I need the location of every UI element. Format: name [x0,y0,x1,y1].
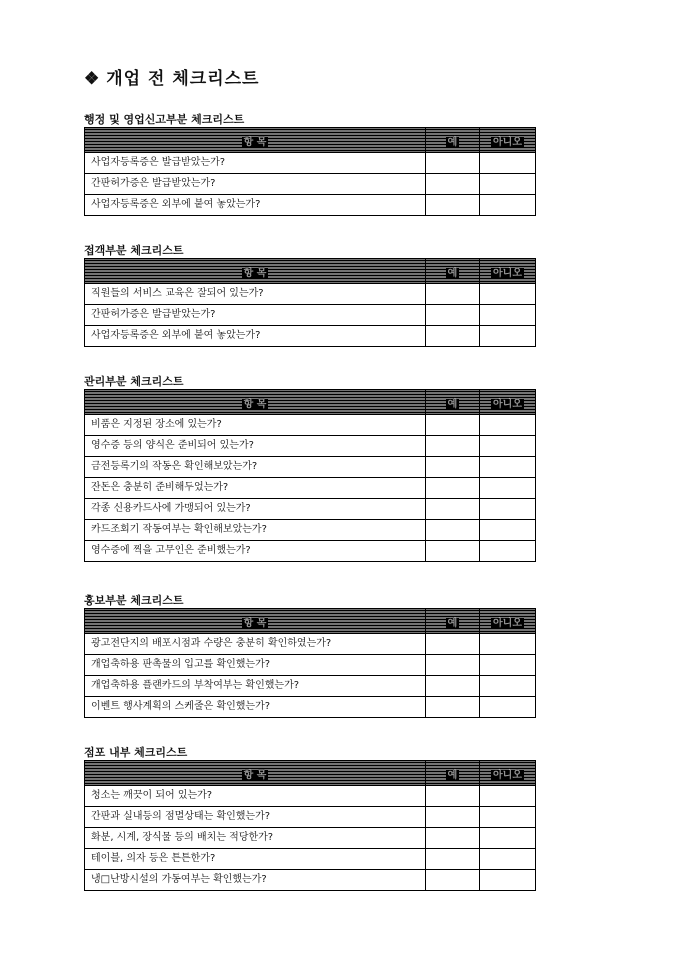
section-title: 접객부분 체크리스트 [84,244,184,257]
row-text: 테이블, 의자 등은 튼튼한가? [85,849,426,870]
yes-cell[interactable] [426,655,480,676]
no-cell[interactable] [480,326,536,347]
checklist-table [84,608,536,718]
no-cell[interactable] [480,174,536,195]
yes-cell[interactable] [426,436,480,457]
section-service [84,243,536,347]
table-row [85,828,536,849]
table-row [85,174,536,195]
row-text: 냉□난방시설의 가동여부는 확인했는가? [85,870,426,891]
table-header [85,761,536,786]
row-text: 사업자등록증은 외부에 붙여 놓았는가? [85,195,426,216]
row-text: 직원들의 서비스 교육은 잘되어 있는가? [85,284,426,305]
row-text: 금전등록기의 작동은 확인해보았는가? [85,457,426,478]
row-text: 개업축하용 플랜카드의 부착여부는 확인했는가? [85,676,426,697]
no-cell[interactable] [480,195,536,216]
table-row [85,849,536,870]
page-title-text: 개업 전 체크리스트 [106,69,260,89]
no-cell[interactable] [480,415,536,436]
yes-cell[interactable] [426,634,480,655]
row-text: 영수증에 찍을 고무인은 준비했는가? [85,541,426,562]
no-cell[interactable] [480,655,536,676]
table-row [85,520,536,541]
yes-cell[interactable] [426,457,480,478]
checklist-table [84,258,536,347]
table-row [85,153,536,174]
header-no: 아니오 [480,609,536,634]
row-text: 이벤트 행사계획의 스케줄은 확인했는가? [85,697,426,718]
table-header [85,128,536,153]
row-text: 각종 신용카드사에 가맹되어 있는가? [85,499,426,520]
section-management [84,374,536,562]
yes-cell[interactable] [426,174,480,195]
checklist-table [84,760,536,891]
section-title: 관리부분 체크리스트 [84,375,184,388]
section-title: 행정 및 영업신고부분 체크리스트 [84,113,245,126]
section-title: 홍보부분 체크리스트 [84,594,184,607]
no-cell[interactable] [480,499,536,520]
no-cell[interactable] [480,436,536,457]
table-row [85,305,536,326]
yes-cell[interactable] [426,520,480,541]
header-no: 아니오 [480,390,536,415]
table-row [85,436,536,457]
table-row [85,697,536,718]
header-no: 아니오 [480,128,536,153]
table-row [85,499,536,520]
row-text: 간판허가증은 발급받았는가? [85,174,426,195]
header-yes: 예 [426,259,480,284]
no-cell[interactable] [480,676,536,697]
yes-cell[interactable] [426,870,480,891]
row-text: 비품은 지정된 장소에 있는가? [85,415,426,436]
row-text: 카드조회기 작동여부는 확인해보았는가? [85,520,426,541]
table-row [85,195,536,216]
table-header [85,390,536,415]
table-row [85,478,536,499]
row-text: 사업자등록증은 외부에 붙여 놓았는가? [85,326,426,347]
header-item: 항 목 [85,761,426,786]
no-cell[interactable] [480,697,536,718]
no-cell[interactable] [480,786,536,807]
row-text: 사업자등록증은 발급받았는가? [85,153,426,174]
yes-cell[interactable] [426,786,480,807]
table-row [85,457,536,478]
row-text: 간판허가증은 발급받았는가? [85,305,426,326]
header-yes: 예 [426,761,480,786]
row-text: 청소는 깨끗이 되어 있는가? [85,786,426,807]
yes-cell[interactable] [426,326,480,347]
yes-cell[interactable] [426,807,480,828]
table-row [85,415,536,436]
table-row [85,786,536,807]
diamond-bullet-icon: ❖ [84,69,101,89]
table-header [85,259,536,284]
no-cell[interactable] [480,284,536,305]
yes-cell[interactable] [426,478,480,499]
row-text: 영수증 등의 양식은 준비되어 있는가? [85,436,426,457]
no-cell[interactable] [480,634,536,655]
page-title [84,64,259,89]
section-admin [84,112,536,216]
row-text: 화분, 시계, 장식물 등의 배치는 적당한가? [85,828,426,849]
yes-cell[interactable] [426,195,480,216]
header-yes: 예 [426,609,480,634]
no-cell[interactable] [480,849,536,870]
yes-cell[interactable] [426,828,480,849]
header-item: 항 목 [85,128,426,153]
checklist-table [84,127,536,216]
no-cell[interactable] [480,153,536,174]
section-interior [84,745,536,891]
no-cell[interactable] [480,828,536,849]
no-cell[interactable] [480,807,536,828]
yes-cell[interactable] [426,415,480,436]
yes-cell[interactable] [426,849,480,870]
yes-cell[interactable] [426,499,480,520]
yes-cell[interactable] [426,697,480,718]
checklist-table [84,389,536,562]
header-item: 항 목 [85,609,426,634]
no-cell[interactable] [480,478,536,499]
no-cell[interactable] [480,305,536,326]
table-row [85,541,536,562]
table-row [85,807,536,828]
table-row [85,870,536,891]
header-no: 아니오 [480,259,536,284]
no-cell[interactable] [480,541,536,562]
yes-cell[interactable] [426,541,480,562]
section-promotion [84,593,536,718]
table-row [85,655,536,676]
row-text: 광고전단지의 배포시점과 수량은 충분히 확인하였는가? [85,634,426,655]
table-row [85,326,536,347]
row-text: 잔돈은 충분히 준비해두었는가? [85,478,426,499]
yes-cell[interactable] [426,153,480,174]
yes-cell[interactable] [426,676,480,697]
table-header [85,609,536,634]
row-text: 간판과 실내등의 점멸상태는 확인했는가? [85,807,426,828]
no-cell[interactable] [480,520,536,541]
yes-cell[interactable] [426,305,480,326]
header-item: 항 목 [85,259,426,284]
header-no: 아니오 [480,761,536,786]
table-row [85,284,536,305]
header-yes: 예 [426,390,480,415]
row-text: 개업축하용 판촉물의 입고를 확인했는가? [85,655,426,676]
no-cell[interactable] [480,457,536,478]
section-title: 점포 내부 체크리스트 [84,746,188,759]
no-cell[interactable] [480,870,536,891]
yes-cell[interactable] [426,284,480,305]
header-yes: 예 [426,128,480,153]
header-item: 항 목 [85,390,426,415]
table-row [85,676,536,697]
table-row [85,634,536,655]
